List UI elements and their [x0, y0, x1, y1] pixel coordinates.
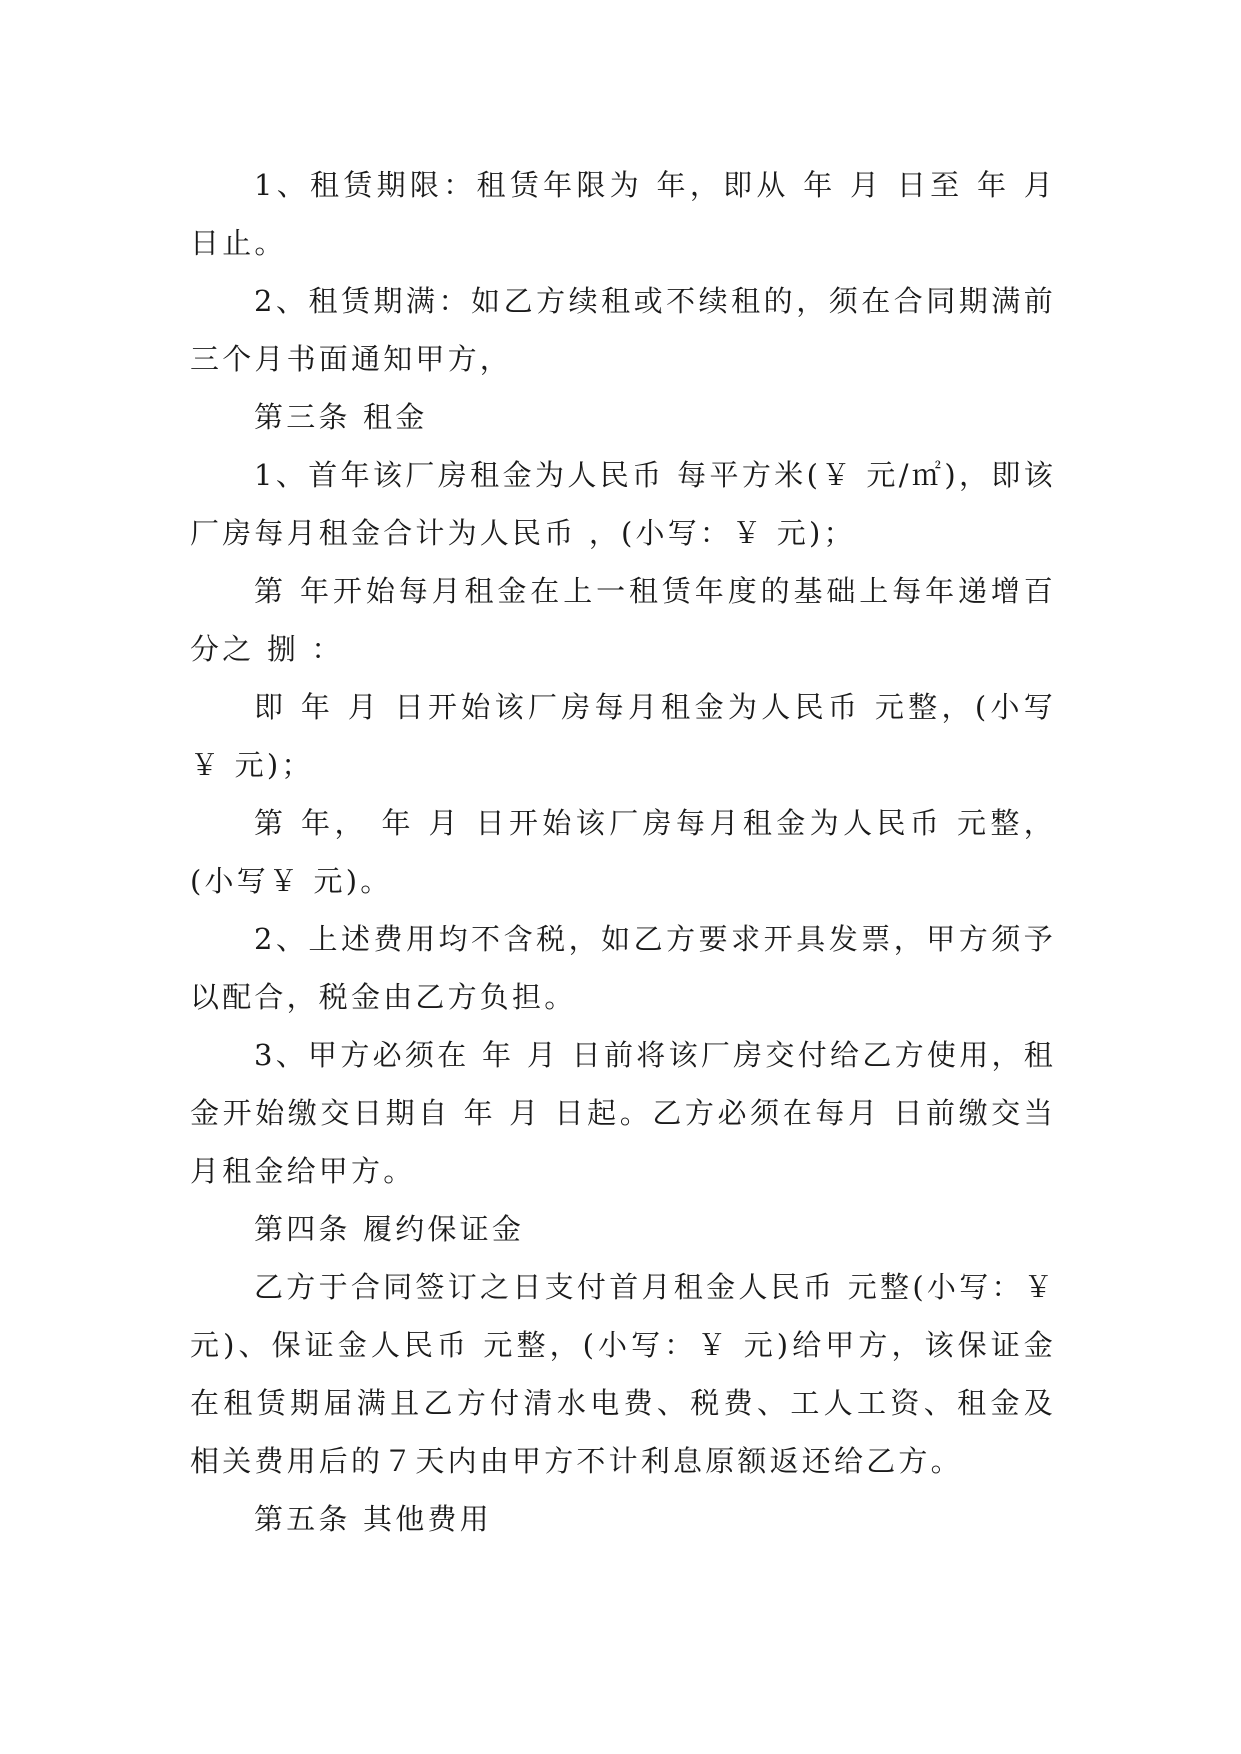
paragraph-lease-expiry: 2、租赁期满：如乙方续租或不续租的，须在合同期满前三个月书面通知甲方， — [190, 284, 1056, 376]
paragraph-rent-increase: 第 年开始每月租金在上一租赁年度的基础上每年递增百分之 捌 ： — [190, 574, 1056, 666]
paragraph-deposit: 乙方于合同签订之日支付首月租金人民币 元整(小写：￥ 元)、保证金人民币 元整，(小写：￥ 元)给甲方，该保证金在租赁期届满且乙方付清水电费、税费、工人工资、租金及相关费用后的７天内由甲方不计利息原额返还给乙方。 — [190, 1270, 1069, 1478]
paragraph-first-year-rent: 1、首年该厂房租金为人民币 每平方米(￥ 元/㎡)，即该厂房每月租金合计为人民币 ，(小写：￥ 元)； — [190, 458, 1056, 550]
paragraph-tax: 2、上述费用均不含税，如乙方要求开具发票，甲方须予以配合，税金由乙方负担。 — [190, 922, 1056, 1014]
paragraph-rent-period-2: 第 年， 年 月 日开始该厂房每月租金为人民币 元整，(小写￥ 元)。 — [190, 806, 1056, 898]
paragraph-rent-period-1: 即 年 月 日开始该厂房每月租金为人民币 元整，(小写￥ 元)； — [190, 690, 1056, 782]
paragraph-delivery-payment: 3、甲方必须在 年 月 日前将该厂房交付给乙方使用，租金开始缴交日期自 年 月 日起。乙方必须在每月 日前缴交当月租金给甲方。 — [190, 1038, 1056, 1188]
section-heading-other-fees: 第五条 其他费用 — [254, 1502, 492, 1536]
section-heading-deposit: 第四条 履约保证金 — [254, 1212, 525, 1246]
section-heading-rent: 第三条 租金 — [254, 400, 428, 434]
paragraph-lease-term: 1、租赁期限：租赁年限为 年，即从 年 月 日至 年 月 日止。 — [190, 168, 1069, 260]
document-page — [190, 156, 1069, 1548]
